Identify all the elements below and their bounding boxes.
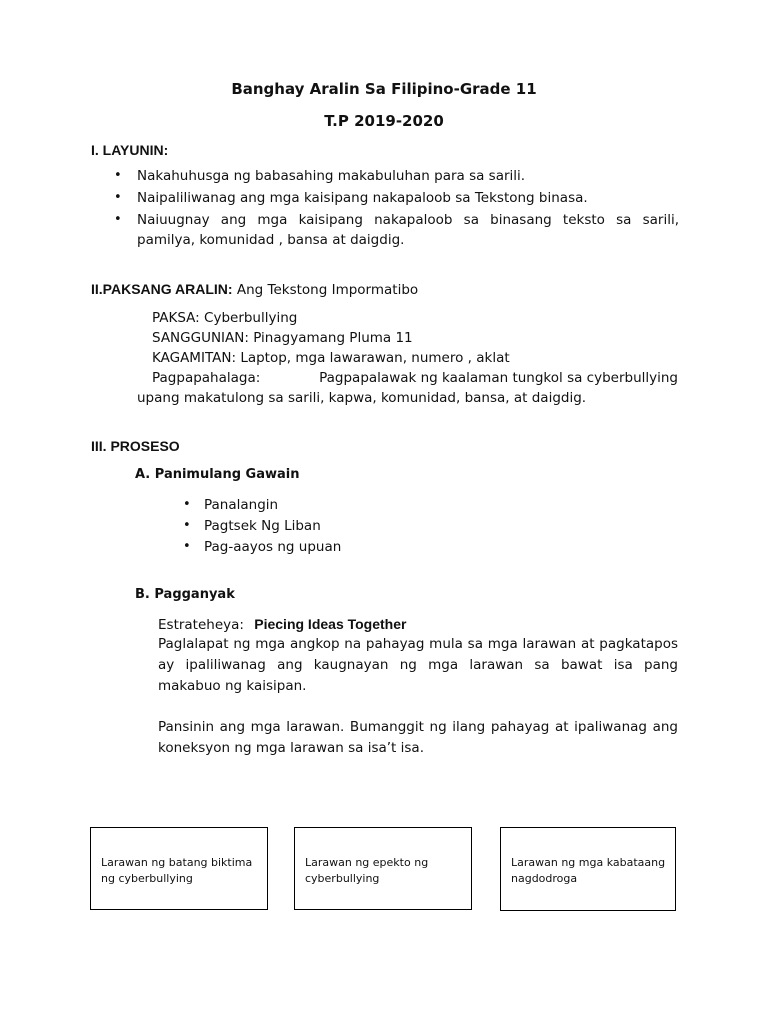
picture-box-biktima (90, 827, 268, 910)
estrateheya-line (158, 614, 406, 635)
layunin-item: • Naipaliliwanag ang mga kaisipang nakapaloob sa Tekstong binasa. (114, 190, 588, 206)
pagpapahalaga-line (152, 368, 678, 388)
bullet-icon: • (183, 518, 191, 533)
pagganyak-para1-line: ay ipaliliwanag ang kaugnayan ng mga larawan sa bawat isa pang (158, 657, 678, 673)
paksang-aralin-value: Ang Tekstong Impormatibo (232, 282, 419, 298)
pagganyak-para2-line: Pansinin ang mga larawan. Bumanggit ng ilang pahayag at ipaliwanag ang (158, 719, 678, 735)
layunin-item: • Nakahuhusga ng babasahing makabuluhan para sa sarili. (114, 168, 526, 184)
sanggunian-label: SANGGUNIAN: (152, 330, 249, 346)
picture-box-nagdodroga (500, 827, 676, 911)
pagpapahalaga-value: Pagpapalawak ng kaalaman tungkol sa cyberbullying (319, 370, 678, 386)
bullet-icon: • (114, 168, 122, 183)
paksang-aralin-line (91, 279, 418, 300)
picture-box-label: Larawan ng epekto ng cyberbullying (305, 856, 429, 885)
kagamitan-value: Laptop, mga lawarawan, numero , aklat (236, 350, 510, 366)
sanggunian-value: Pinagyamang Pluma 11 (248, 330, 413, 346)
paksa-label: PAKSA: (152, 310, 200, 326)
paksa-value: Cyberbullying (199, 310, 298, 326)
layunin-item-continuation: pamilya, komunidad , bansa at daigdig. (137, 232, 405, 248)
paksang-aralin-heading: II.PAKSANG ARALIN: (91, 281, 233, 297)
panimulang-item: • Pag-aayos ng upuan (183, 539, 342, 555)
school-year: T.P 2019-2020 (324, 112, 444, 130)
panimulang-item: • Pagtsek Ng Liban (183, 518, 321, 534)
picture-box-label: Larawan ng batang biktima ng cyberbullying (101, 856, 253, 885)
sanggunian-line (152, 328, 413, 348)
estrateheya-label: Estrateheya: (158, 617, 244, 633)
bullet-icon: • (114, 212, 122, 227)
bullet-icon: • (183, 497, 191, 512)
layunin-item: • Naiuugnay ang mga kaisipang nakapaloob sa binasang teksto sa sarili, (114, 212, 679, 228)
bullet-icon: • (114, 190, 122, 205)
pagganyak-para1-line: makabuo ng kaisipan. (158, 678, 307, 694)
pagganyak-para2-line: koneksyon ng mga larawan sa isa’t isa. (158, 740, 424, 756)
pagganyak-para1-line: Paglalapat ng mga angkop na pahayag mula sa mga larawan at pagkatapos (158, 636, 678, 652)
pagpapahalaga-label: Pagpapahalaga: (152, 370, 261, 386)
picture-box-epekto (294, 827, 472, 910)
kagamitan-line (152, 348, 510, 368)
estrateheya-value: Piecing Ideas Together (254, 616, 407, 632)
bullet-icon: • (183, 539, 191, 554)
paksa-line (152, 308, 297, 328)
panimulang-gawain-heading: A. Panimulang Gawain (135, 467, 300, 482)
layunin-heading: I. LAYUNIN: (91, 142, 169, 158)
pagganyak-heading: B. Pagganyak (135, 587, 235, 602)
kagamitan-label: KAGAMITAN: (152, 350, 237, 366)
pagpapahalaga-continuation: upang makatulong sa sarili, kapwa, komunidad, bansa, at daigdig. (137, 390, 587, 406)
document-title: Banghay Aralin Sa Filipino-Grade 11 (231, 80, 537, 98)
proseso-heading: III. PROSESO (91, 438, 180, 454)
picture-box-label: Larawan ng mga kabataang nagdodroga (511, 856, 666, 885)
panimulang-item: • Panalangin (183, 497, 279, 513)
